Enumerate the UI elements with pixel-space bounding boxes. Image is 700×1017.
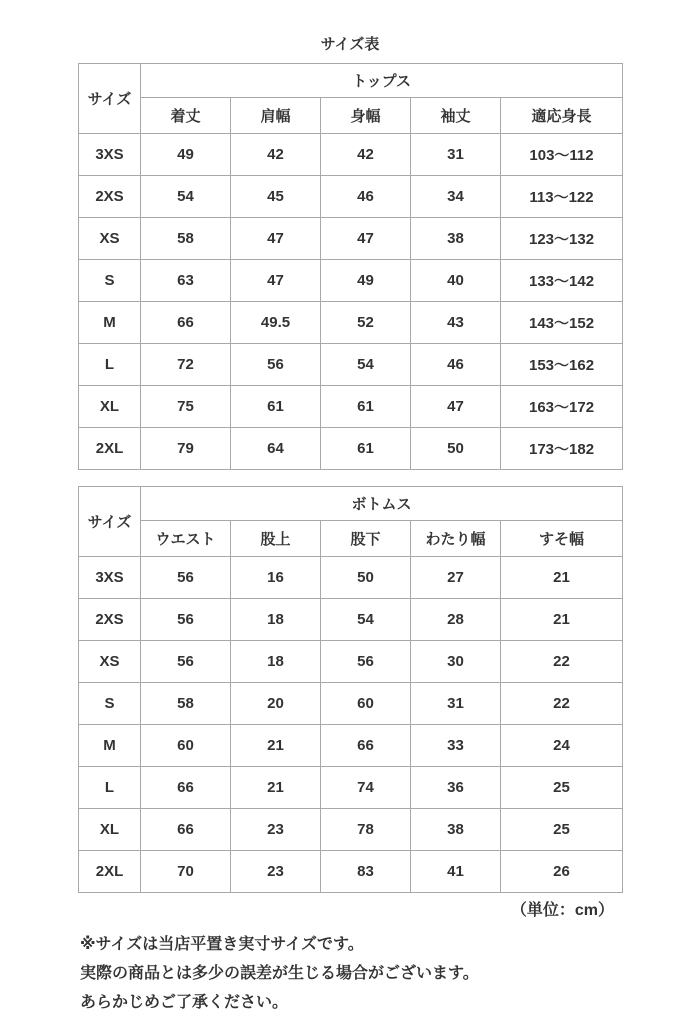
- size-cell: 2XL: [79, 428, 141, 470]
- value-cell: 56: [231, 344, 321, 386]
- size-cell: 3XS: [79, 557, 141, 599]
- size-cell: 2XS: [79, 176, 141, 218]
- size-cell: S: [79, 260, 141, 302]
- note-line: あらかじめご了承ください。: [80, 994, 289, 1011]
- value-cell: 20: [231, 683, 321, 725]
- size-cell: XS: [79, 218, 141, 260]
- value-cell: 123〜132: [501, 218, 623, 260]
- value-cell: 22: [501, 641, 623, 683]
- table-row: [79, 386, 623, 428]
- value-cell: 25: [501, 767, 623, 809]
- bottoms-column-header: すそ幅: [501, 521, 623, 557]
- table-row: [79, 809, 623, 851]
- value-cell: 56: [141, 599, 231, 641]
- value-cell: 47: [231, 218, 321, 260]
- value-cell: 61: [231, 386, 321, 428]
- size-cell: XL: [79, 809, 141, 851]
- tops-column-header: 肩幅: [231, 98, 321, 134]
- bottoms-subheader-row: [79, 521, 623, 557]
- table-row: [79, 134, 623, 176]
- value-cell: 63: [141, 260, 231, 302]
- value-cell: 143〜152: [501, 302, 623, 344]
- table-row: [79, 344, 623, 386]
- note-line: ※サイズは当店平置き実寸サイズです。: [80, 936, 364, 953]
- value-cell: 163〜172: [501, 386, 623, 428]
- table-row: [79, 218, 623, 260]
- value-cell: 83: [321, 851, 411, 893]
- value-cell: 54: [141, 176, 231, 218]
- value-cell: 61: [321, 386, 411, 428]
- value-cell: 18: [231, 599, 321, 641]
- value-cell: 47: [231, 260, 321, 302]
- value-cell: 66: [141, 809, 231, 851]
- bottoms-column-header: わたり幅: [411, 521, 501, 557]
- table-row: [79, 683, 623, 725]
- bottoms-column-header: 股上: [231, 521, 321, 557]
- value-cell: 133〜142: [501, 260, 623, 302]
- value-cell: 75: [141, 386, 231, 428]
- value-cell: 70: [141, 851, 231, 893]
- page-title: サイズ表: [320, 36, 380, 53]
- value-cell: 18: [231, 641, 321, 683]
- value-cell: 113〜122: [501, 176, 623, 218]
- value-cell: 54: [321, 344, 411, 386]
- tops-size-table: [78, 63, 623, 470]
- value-cell: 153〜162: [501, 344, 623, 386]
- size-cell: XS: [79, 641, 141, 683]
- value-cell: 49.5: [231, 302, 321, 344]
- size-cell: M: [79, 725, 141, 767]
- size-cell: 2XS: [79, 599, 141, 641]
- tops-header-row: [79, 64, 623, 98]
- value-cell: 21: [231, 725, 321, 767]
- size-cell: 3XS: [79, 134, 141, 176]
- value-cell: 56: [141, 641, 231, 683]
- value-cell: 56: [321, 641, 411, 683]
- value-cell: 31: [411, 134, 501, 176]
- table-row: [79, 302, 623, 344]
- value-cell: 33: [411, 725, 501, 767]
- size-cell: XL: [79, 386, 141, 428]
- value-cell: 47: [321, 218, 411, 260]
- value-cell: 27: [411, 557, 501, 599]
- value-cell: 61: [321, 428, 411, 470]
- value-cell: 42: [321, 134, 411, 176]
- value-cell: 58: [141, 218, 231, 260]
- table-row: [79, 260, 623, 302]
- value-cell: 79: [141, 428, 231, 470]
- value-cell: 60: [141, 725, 231, 767]
- unit-note: （単位：cm）: [510, 902, 614, 919]
- value-cell: 58: [141, 683, 231, 725]
- value-cell: 25: [501, 809, 623, 851]
- bottoms-column-header: 股下: [321, 521, 411, 557]
- value-cell: 54: [321, 599, 411, 641]
- size-cell: M: [79, 302, 141, 344]
- size-cell: 2XL: [79, 851, 141, 893]
- notes-block: [80, 930, 700, 1017]
- table-row: [79, 176, 623, 218]
- value-cell: 30: [411, 641, 501, 683]
- value-cell: 46: [321, 176, 411, 218]
- value-cell: 74: [321, 767, 411, 809]
- bottoms-group-header: ボトムス: [141, 487, 623, 521]
- table-row: [79, 851, 623, 893]
- table-row: [79, 428, 623, 470]
- bottoms-table-body: [79, 557, 623, 893]
- value-cell: 78: [321, 809, 411, 851]
- tops-column-header: 適応身長: [501, 98, 623, 134]
- value-cell: 66: [321, 725, 411, 767]
- table-row: [79, 725, 623, 767]
- value-cell: 38: [411, 218, 501, 260]
- bottoms-size-column-header: サイズ: [79, 487, 141, 557]
- size-cell: S: [79, 683, 141, 725]
- value-cell: 31: [411, 683, 501, 725]
- tops-table-body: [79, 134, 623, 470]
- tops-column-header: 袖丈: [411, 98, 501, 134]
- value-cell: 16: [231, 557, 321, 599]
- bottoms-column-header: ウエスト: [141, 521, 231, 557]
- value-cell: 23: [231, 809, 321, 851]
- value-cell: 50: [411, 428, 501, 470]
- value-cell: 52: [321, 302, 411, 344]
- value-cell: 56: [141, 557, 231, 599]
- tops-subheader-row: [79, 98, 623, 134]
- table-row: [79, 641, 623, 683]
- value-cell: 173〜182: [501, 428, 623, 470]
- value-cell: 45: [231, 176, 321, 218]
- value-cell: 26: [501, 851, 623, 893]
- value-cell: 72: [141, 344, 231, 386]
- table-row: [79, 767, 623, 809]
- size-cell: L: [79, 767, 141, 809]
- tops-group-header: トップス: [141, 64, 623, 98]
- value-cell: 21: [231, 767, 321, 809]
- table-gap: [78, 470, 700, 486]
- value-cell: 103〜112: [501, 134, 623, 176]
- value-cell: 21: [501, 599, 623, 641]
- table-row: [79, 599, 623, 641]
- value-cell: 64: [231, 428, 321, 470]
- value-cell: 38: [411, 809, 501, 851]
- tops-column-header: 着丈: [141, 98, 231, 134]
- note-line: 実際の商品とは多少の誤差が生じる場合がございます。: [80, 965, 479, 982]
- value-cell: 22: [501, 683, 623, 725]
- value-cell: 43: [411, 302, 501, 344]
- tops-column-header: 身幅: [321, 98, 411, 134]
- value-cell: 66: [141, 767, 231, 809]
- value-cell: 28: [411, 599, 501, 641]
- value-cell: 66: [141, 302, 231, 344]
- value-cell: 50: [321, 557, 411, 599]
- value-cell: 49: [141, 134, 231, 176]
- bottoms-size-table: [78, 486, 623, 893]
- value-cell: 40: [411, 260, 501, 302]
- table-row: [79, 557, 623, 599]
- value-cell: 47: [411, 386, 501, 428]
- value-cell: 23: [231, 851, 321, 893]
- value-cell: 41: [411, 851, 501, 893]
- value-cell: 36: [411, 767, 501, 809]
- value-cell: 42: [231, 134, 321, 176]
- value-cell: 49: [321, 260, 411, 302]
- tops-size-column-header: サイズ: [79, 64, 141, 134]
- value-cell: 60: [321, 683, 411, 725]
- bottoms-header-row: [79, 487, 623, 521]
- value-cell: 21: [501, 557, 623, 599]
- value-cell: 34: [411, 176, 501, 218]
- value-cell: 24: [501, 725, 623, 767]
- value-cell: 46: [411, 344, 501, 386]
- size-cell: L: [79, 344, 141, 386]
